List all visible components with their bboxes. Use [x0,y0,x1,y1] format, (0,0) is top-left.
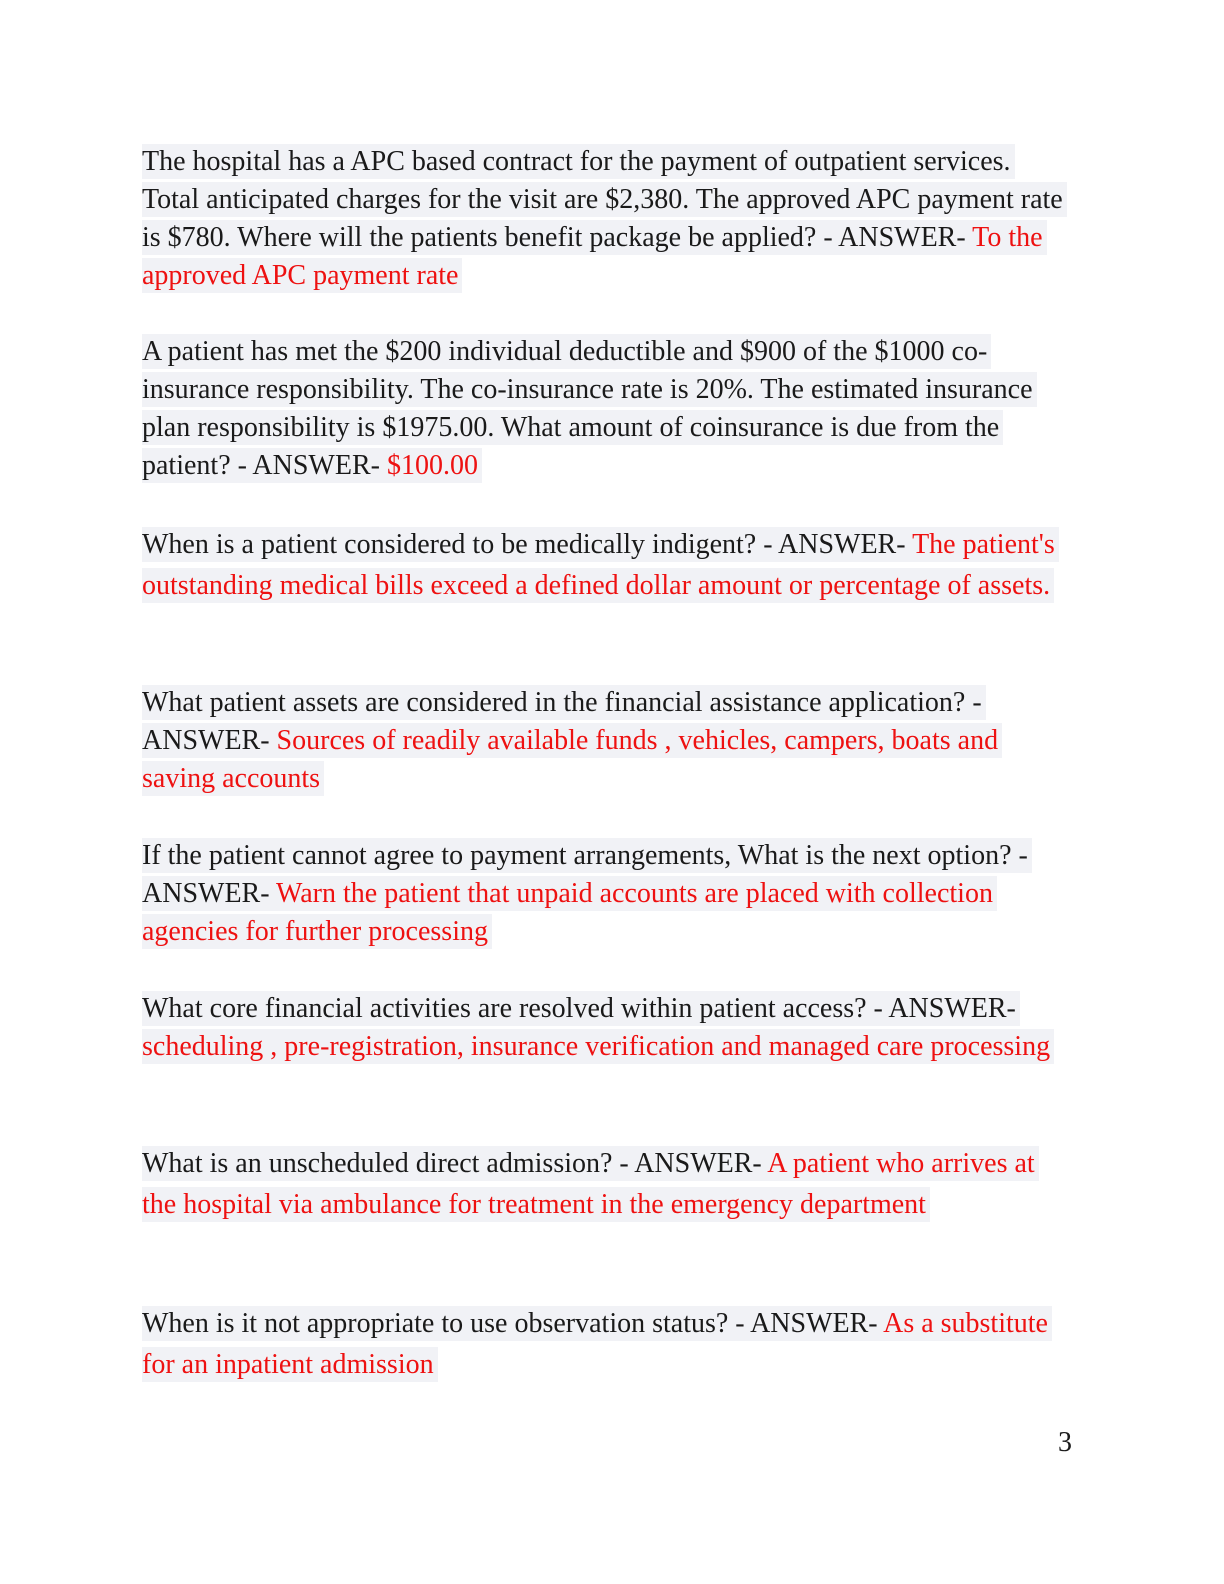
qa-item [142,990,1072,1066]
qa-item [142,333,1072,485]
qa-highlight [142,1146,1039,1222]
answer-text: Sources of readily available funds , vehicles, campers, boats and saving accounts [142,725,999,794]
qa-item [142,143,1072,295]
question-text: If the patient cannot agree to payment arrangements, What is the next option? - ANSWER- [142,840,1028,909]
question-text: What is an unscheduled direct admission? - ANSWER- [142,1148,768,1179]
question-text: A patient has met the $200 individual deductible and $900 of the $1000 co-insurance responsibility. The co-insurance rate is 20%. The estimated insurance plan responsibility is $1975.00. What amount of coinsurance is due from the patient? - ANSWER- [142,336,1033,481]
question-text: The hospital has a APC based contract for the payment of outpatient services. Total anticipated charges for the visit are $2,380. The approved APC payment rate is $780. Where will the patients benefit package be applied? - ANSWER- [142,146,1063,253]
qa-highlight [142,991,1054,1064]
question-text: When is it not appropriate to use observation status? - ANSWER- [142,1308,884,1339]
answer-text: To the approved APC payment rate [142,222,1043,291]
qa-highlight [142,685,1002,796]
question-text: What patient assets are considered in the financial assistance application? - ANSWER- [142,687,982,756]
qa-item [142,684,1072,798]
answer-text: As a substitute for an inpatient admission [142,1308,1048,1380]
qa-item [142,524,1072,606]
qa-highlight [142,144,1067,293]
qa-highlight [142,527,1059,603]
question-text: When is a patient considered to be medically indigent? - ANSWER- [142,529,913,560]
answer-text: The patient's outstanding medical bills exceed a defined dollar amount or percentage of assets. [142,529,1055,601]
page-number: 3 [1058,1427,1072,1458]
answer-text: scheduling , pre-registration, insurance verification and managed care processing [142,1031,1051,1062]
answer-text: Warn the patient that unpaid accounts are placed with collection agencies for further processing [142,878,993,947]
answer-text: $100.00 [386,450,478,481]
qa-item [142,1303,1072,1385]
qa-highlight [142,838,1032,949]
qa-item [142,837,1072,951]
question-text: What core financial activities are resolved within patient access? - ANSWER- [142,993,1016,1024]
qa-item [142,1143,1072,1225]
qa-highlight [142,334,1037,483]
answer-text: A patient who arrives at the hospital via ambulance for treatment in the emergency department [142,1148,1035,1220]
qa-highlight [142,1306,1052,1382]
